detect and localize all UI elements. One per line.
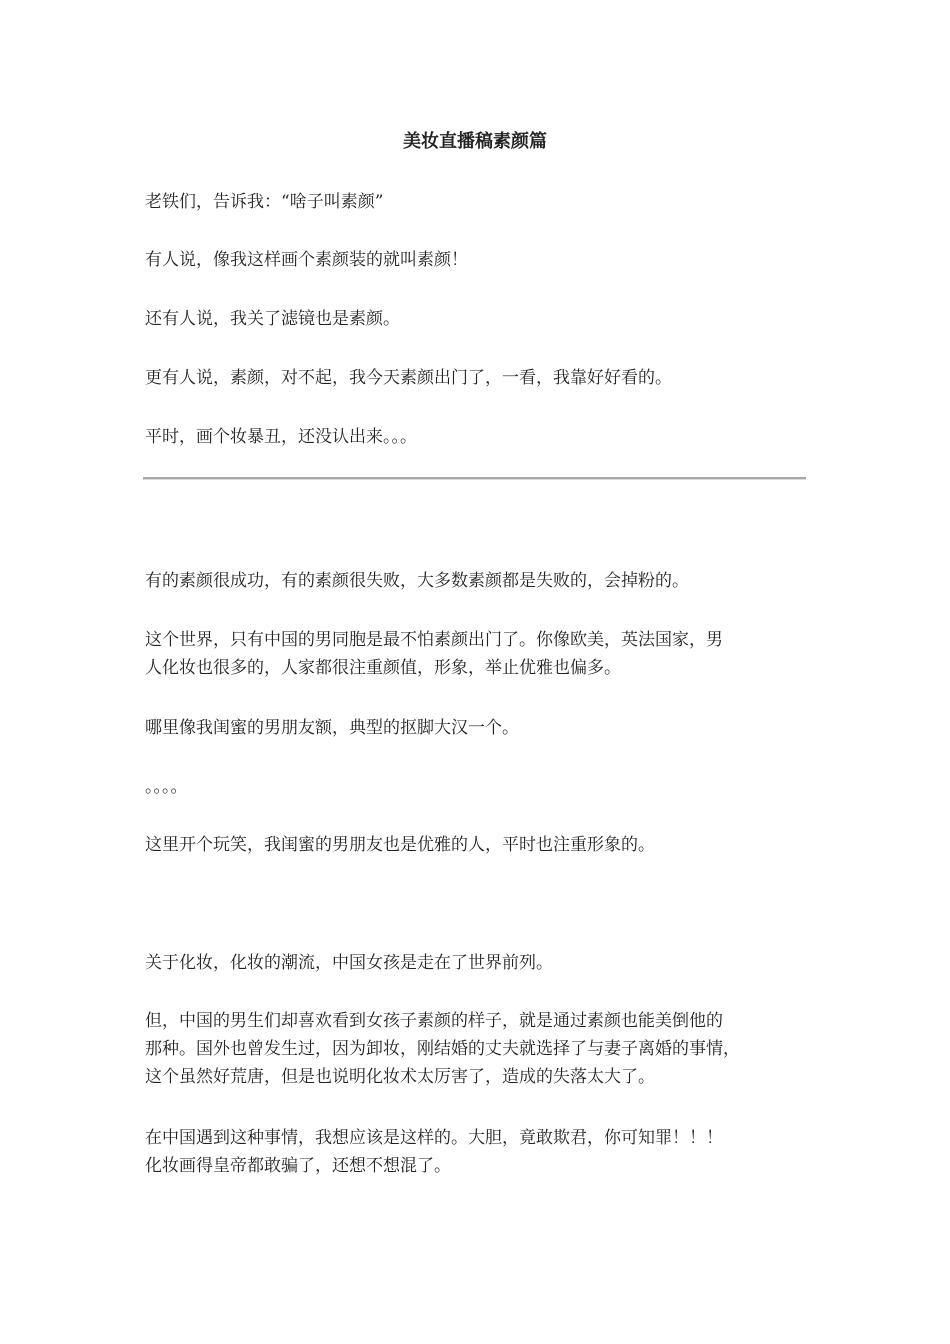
paragraph-line: 但，中国的男生们却喜欢看到女孩子素颜的样子，就是通过素颜也能美倒他的 [145,1011,723,1031]
paragraph: 有的素颜很成功，有的素颜很失败，大多数素颜都是失败的，会掉粉的。 [145,571,689,591]
paragraph [145,1124,805,1180]
horizontal-divider [143,477,806,480]
document-title: 美妆直播稿素颜篇 [403,131,547,152]
paragraph: 还有人说，我关了滤镜也是素颜。 [145,309,400,329]
paragraph: 老铁们，告诉我：“啥子叫素颜” [145,192,384,212]
paragraph [145,1007,805,1091]
paragraph-line: 化妆画得皇帝都敢骗了，还想不想混了。 [145,1156,451,1176]
paragraph-line: 在中国遇到这种事情，我想应该是这样的。大胆，竟敢欺君，你可知罪！！！ [145,1128,723,1148]
paragraph: 。。。。 [145,777,188,797]
paragraph: 关于化妆，化妆的潮流，中国女孩是走在了世界前列。 [145,953,553,973]
paragraph [145,626,805,682]
paragraph: 哪里像我闺蜜的男朋友额，典型的抠脚大汉一个。 [145,718,519,738]
paragraph-line: 这个世界，只有中国的男同胞是最不怕素颜出门了。你像欧美，英法国家，男 [145,630,723,650]
paragraph-line: 这个虽然好荒唐，但是也说明化妆术太厉害了，造成的失落太大了。 [145,1067,655,1087]
paragraph: 更有人说，素颜，对不起，我今天素颜出门了，一看，我靠好好看的。 [145,368,672,388]
paragraph-line: 那种。国外也曾发生过，因为卸妆，刚结婚的丈夫就选择了与妻子离婚的事情， [145,1039,740,1059]
paragraph: 平时，画个妆暴丑，还没认出来。。。 [145,427,417,447]
paragraph: 有人说，像我这样画个素颜装的就叫素颜！ [145,250,468,270]
paragraph-line: 人化妆也很多的，人家都很注重颜值，形象，举止优雅也偏多。 [145,658,621,678]
paragraph: 这里开个玩笑，我闺蜜的男朋友也是优雅的人，平时也注重形象的。 [145,835,655,855]
